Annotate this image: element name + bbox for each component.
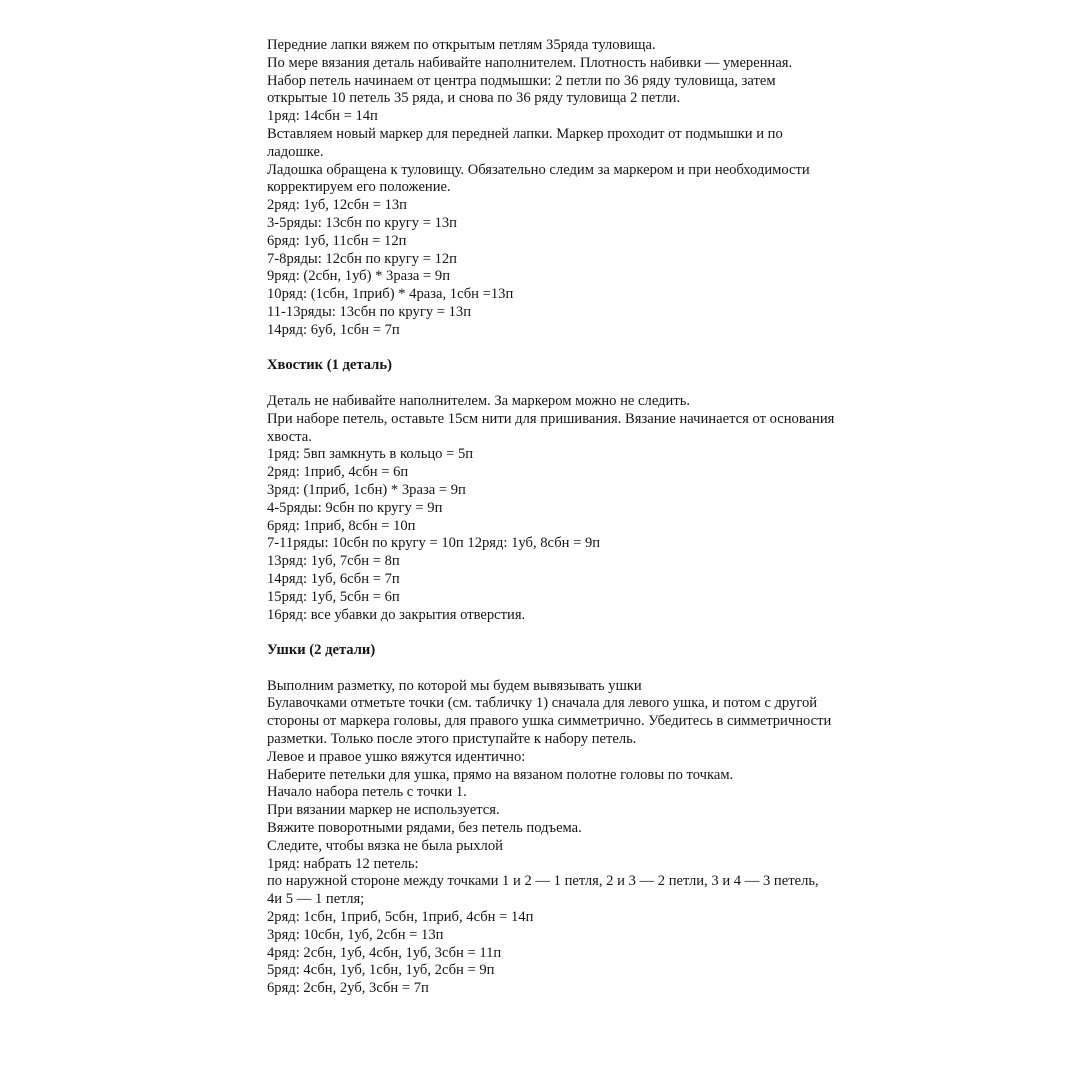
text-line: 6ряд: 1приб, 8сбн = 10п bbox=[267, 517, 416, 534]
front-paws-section bbox=[267, 37, 1057, 340]
text-line: При вязании маркер не используется. bbox=[267, 802, 500, 819]
text-line: 15ряд: 1уб, 5сбн = 6п bbox=[267, 588, 400, 605]
text-line: 7-8ряды: 12сбн по кругу = 12п bbox=[267, 250, 457, 267]
section-heading: Ушки (2 детали) bbox=[267, 642, 376, 659]
text-line: Передние лапки вяжем по открытым петлям 35ряда туловища. bbox=[267, 37, 656, 53]
text-line: Выполним разметку, по которой мы будем вывязывать ушки bbox=[267, 677, 642, 694]
text-line: При наборе петель, оставьте 15см нити для пришивания. Вязание начинается от основания bbox=[267, 410, 835, 427]
text-line: 3ряд: (1приб, 1сбн) * 3раза = 9п bbox=[267, 481, 466, 498]
ears-section bbox=[267, 642, 1057, 998]
text-line: Ладошка обращена к туловищу. Обязательно следим за маркером и при необходимости bbox=[267, 161, 810, 178]
text-line: 16ряд: все убавки до закрытия отверстия. bbox=[267, 606, 526, 623]
text-line: 13ряд: 1уб, 7сбн = 8п bbox=[267, 553, 400, 570]
text-line: 4-5ряды: 9сбн по кругу = 9п bbox=[267, 499, 443, 516]
paragraph-gap bbox=[267, 624, 1057, 642]
text-line: 2ряд: 1приб, 4сбн = 6п bbox=[267, 464, 409, 481]
text-line: Наберите петельки для ушка, прямо на вязаном полотне головы по точкам. bbox=[267, 766, 734, 783]
text-line: 3-5ряды: 13сбн по кругу = 13п bbox=[267, 214, 457, 231]
text-line: Вставляем новый маркер для передней лапки. Маркер проходит от подмышки и по bbox=[267, 125, 783, 142]
tail-section bbox=[267, 357, 1057, 624]
text-line: 5ряд: 4сбн, 1уб, 1сбн, 1уб, 2сбн = 9п bbox=[267, 962, 495, 979]
text-line: разметки. Только после этого приступайте к набору петель. bbox=[267, 731, 637, 748]
text-line: 2ряд: 1уб, 12сбн = 13п bbox=[267, 197, 407, 214]
text-line: корректируем его положение. bbox=[267, 179, 451, 196]
text-line: 4и 5 — 1 петля; bbox=[267, 891, 365, 908]
text-line: открытые 10 петель 35 ряда, и снова по 36 ряду туловища 2 петли. bbox=[267, 90, 681, 107]
text-line: хвоста. bbox=[267, 428, 312, 445]
text-line: Следите, чтобы вязка не была рыхлой bbox=[267, 837, 503, 854]
text-line: 6ряд: 2сбн, 2уб, 3сбн = 7п bbox=[267, 980, 429, 997]
text-line: 14ряд: 1уб, 6сбн = 7п bbox=[267, 570, 400, 587]
section-heading: Хвостик (1 деталь) bbox=[267, 357, 392, 374]
text-line: 1ряд: набрать 12 петель: bbox=[267, 855, 419, 872]
text-line: 6ряд: 1уб, 11сбн = 12п bbox=[267, 232, 407, 249]
text-line: 9ряд: (2сбн, 1уб) * 3раза = 9п bbox=[267, 268, 451, 285]
text-line: 2ряд: 1сбн, 1приб, 5сбн, 1приб, 4сбн = 14п bbox=[267, 909, 534, 926]
paragraph-gap bbox=[267, 340, 1057, 358]
text-line: 10ряд: (1сбн, 1приб) * 4раза, 1сбн =13п bbox=[267, 286, 514, 303]
paragraph-gap bbox=[267, 660, 1057, 678]
text-line: 7-11ряды: 10сбн по кругу = 10п 12ряд: 1уб, 8сбн = 9п bbox=[267, 535, 601, 552]
text-line: стороны от маркера головы, для правого ушка симметрично. Убедитесь в симметричности bbox=[267, 713, 832, 730]
text-line: 3ряд: 10сбн, 1уб, 2сбн = 13п bbox=[267, 926, 444, 943]
text-line: Начало набора петель с точки 1. bbox=[267, 784, 467, 801]
text-line: Левое и правое ушко вяжутся идентично: bbox=[267, 748, 526, 765]
text-line: ладошке. bbox=[267, 143, 324, 160]
text-line: Булавочками отметьте точки (см. табличку 1) сначала для левого ушка, и потом с другой bbox=[267, 695, 818, 712]
text-line: 1ряд: 5вп замкнуть в кольцо = 5п bbox=[267, 446, 474, 463]
text-line: 1ряд: 14сбн = 14п bbox=[267, 108, 378, 125]
text-line: По мере вязания деталь набивайте наполнителем. Плотность набивки — умеренная. bbox=[267, 54, 793, 71]
paragraph-gap bbox=[267, 375, 1057, 393]
text-line: Вяжите поворотными рядами, без петель подъема. bbox=[267, 820, 582, 837]
text-line: Деталь не набивайте наполнителем. За маркером можно не следить. bbox=[267, 392, 691, 409]
text-line: 11-13ряды: 13сбн по кругу = 13п bbox=[267, 303, 472, 320]
text-line: 4ряд: 2сбн, 1уб, 4сбн, 1уб, 3сбн = 11п bbox=[267, 944, 502, 961]
text-line: Набор петель начинаем от центра подмышки: 2 петли по 36 ряду туловища, затем bbox=[267, 72, 776, 89]
text-line: по наружной стороне между точками 1 и 2 — 1 петля, 2 и 3 — 2 петли, 3 и 4 — 3 петель, bbox=[267, 873, 819, 890]
text-line: 14ряд: 6уб, 1сбн = 7п bbox=[267, 321, 400, 338]
document-page bbox=[267, 37, 1057, 998]
